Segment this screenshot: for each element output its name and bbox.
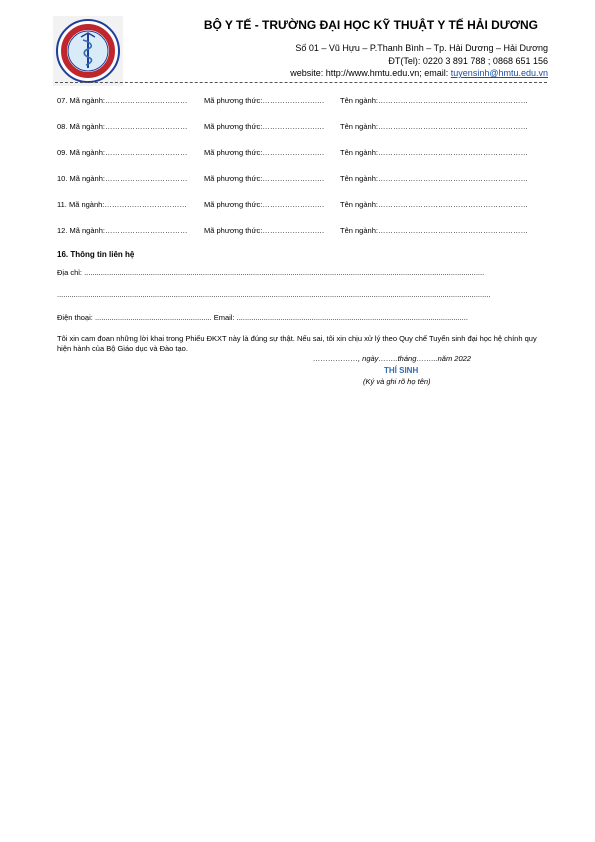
- website-text: website: http://www.hmtu.edu.vn; email:: [290, 68, 451, 78]
- address-continuation-field[interactable]: ................................................................................................................................................................................................................: [57, 290, 491, 299]
- phone-email-field[interactable]: Điện thoại: ........................................................ Email: ...............................................................................................................: [57, 313, 468, 322]
- major-name-field[interactable]: Tên ngành:……………………………………………………: [340, 148, 528, 157]
- signature-date[interactable]: ………………, ngày……..tháng……...năm 2022: [313, 354, 471, 363]
- major-code-field[interactable]: 12. Mã ngành:……………………………: [57, 226, 188, 235]
- method-code-field[interactable]: Mã phương thức:………………….…: [204, 200, 325, 209]
- major-code-field[interactable]: 07. Mã ngành:……………………………: [57, 96, 188, 105]
- contact-section-title: 16. Thông tin liên hệ: [57, 250, 135, 259]
- method-code-field[interactable]: Mã phương thức:………………….…: [204, 226, 325, 235]
- major-code-field[interactable]: 08. Mã ngành:……………………………: [57, 122, 188, 131]
- signature-title: THÍ SINH: [384, 366, 419, 375]
- school-contact-line: [290, 68, 548, 78]
- school-address: Số 01 – Vũ Hựu – P.Thanh Bình – Tp. Hải Dương – Hải Dương: [295, 43, 548, 53]
- signature-note: (Ký và ghi rõ họ tên): [363, 377, 431, 386]
- method-code-field[interactable]: Mã phương thức:………………….…: [204, 96, 325, 105]
- address-field[interactable]: Địa chỉ: ................................................................................................................................................................................................: [57, 268, 485, 277]
- major-code-field[interactable]: 11. Mã ngành:……………………………: [57, 200, 187, 209]
- school-phone: ĐT(Tel): 0220 3 891 788 ; 0868 651 156: [388, 56, 548, 66]
- major-code-field[interactable]: 10. Mã ngành:……………………………: [57, 174, 188, 183]
- major-name-field[interactable]: Tên ngành:……………………………………………………: [340, 200, 528, 209]
- header-divider: [55, 82, 547, 83]
- university-logo: [53, 16, 123, 86]
- commitment-statement: Tôi xin cam đoan những lời khai trong Phiếu ĐKXT này là đúng sự thật. Nếu sai, tôi xin chịu xử lý theo Quy chế Tuyển sinh đại học hệ chính quy hiện hành của Bộ Giáo dục và Đào tạo.: [57, 334, 537, 353]
- email-link[interactable]: tuyensinh@hmtu.edu.vn: [450, 68, 548, 78]
- major-name-field[interactable]: Tên ngành:……………………………………………………: [340, 122, 528, 131]
- method-code-field[interactable]: Mã phương thức:………………….…: [204, 122, 325, 131]
- major-name-field[interactable]: Tên ngành:……………………………………………………: [340, 226, 528, 235]
- method-code-field[interactable]: Mã phương thức:………………….…: [204, 148, 325, 157]
- method-code-field[interactable]: Mã phương thức:………………….…: [204, 174, 325, 183]
- major-name-field[interactable]: Tên ngành:……………………………………………………: [340, 174, 528, 183]
- major-code-field[interactable]: 09. Mã ngành:……………………………: [57, 148, 188, 157]
- major-name-field[interactable]: Tên ngành:……………………………………………………: [340, 96, 528, 105]
- school-header-title: BỘ Y TẾ - TRƯỜNG ĐẠI HỌC KỸ THUẬT Y TẾ HẢI DƯƠNG: [203, 18, 538, 32]
